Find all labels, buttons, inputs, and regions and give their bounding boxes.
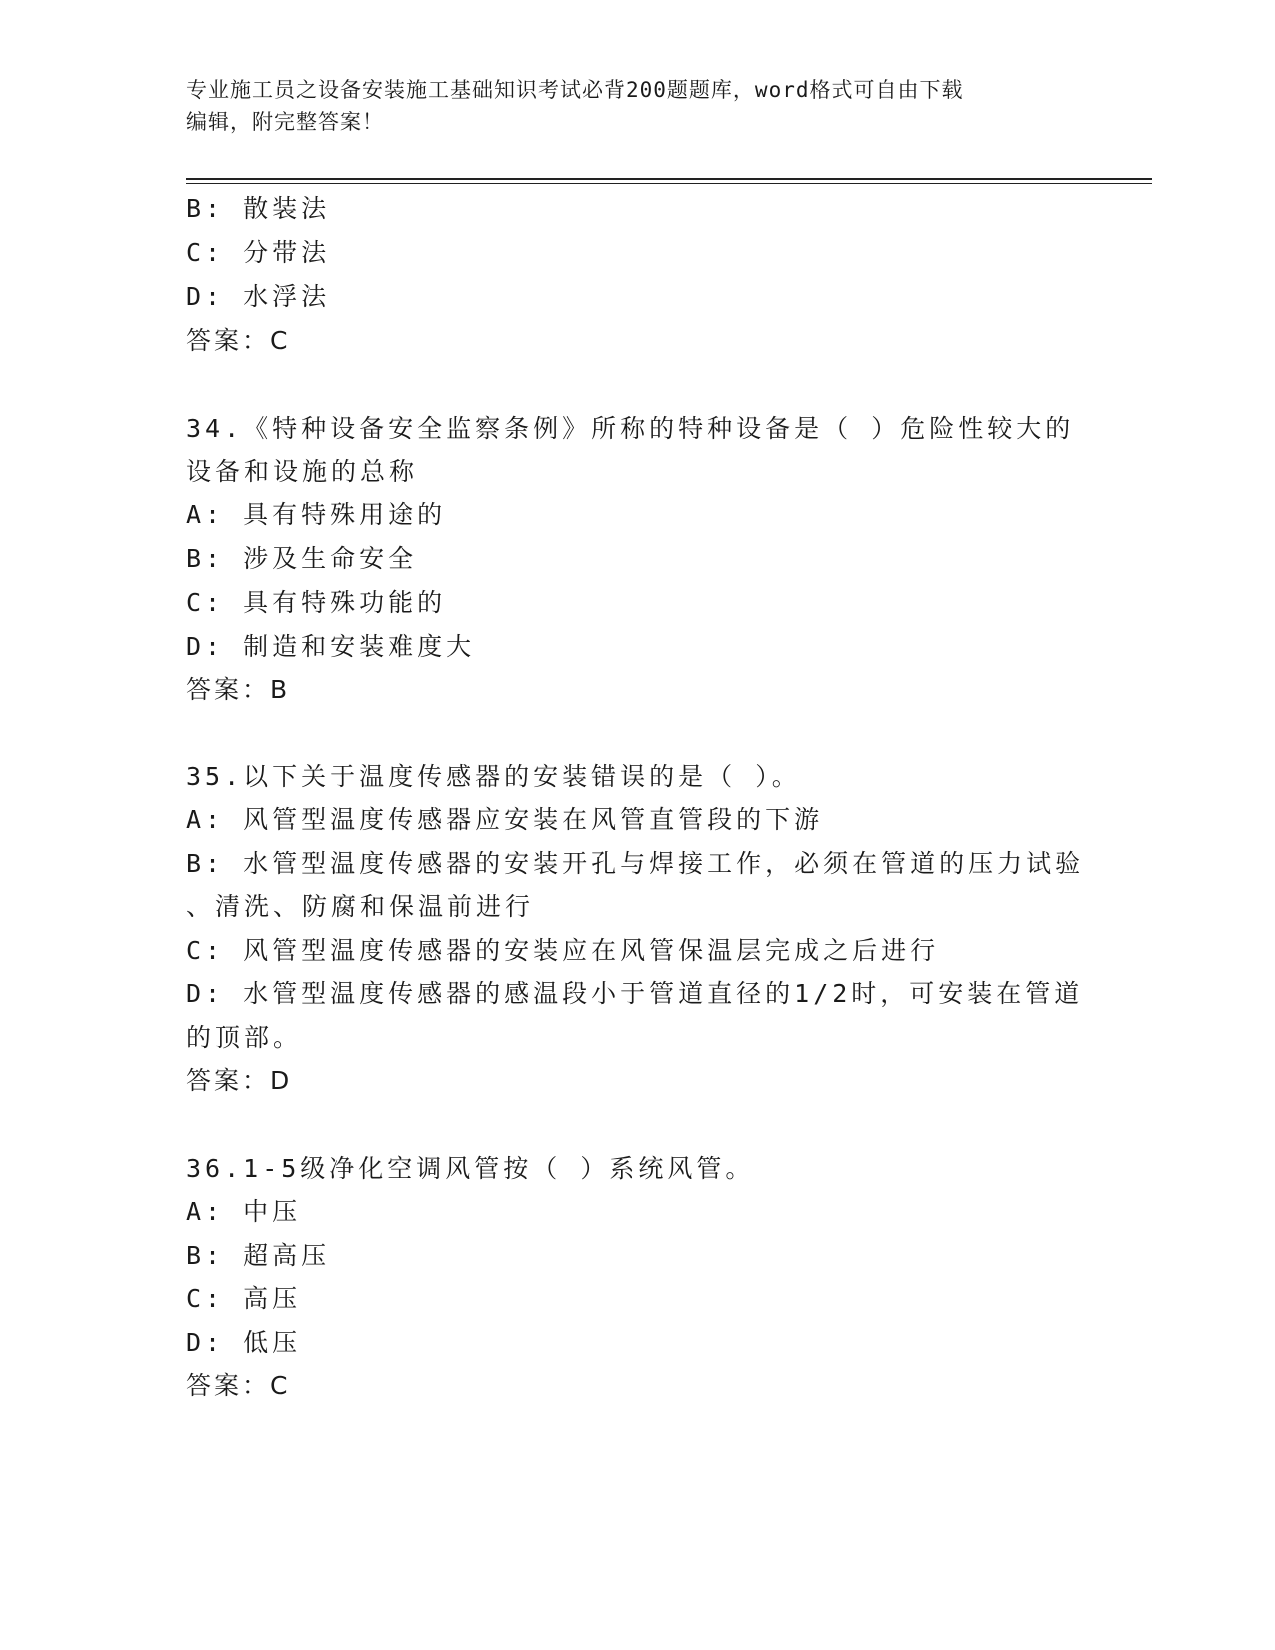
header-divider-thin bbox=[186, 183, 1152, 184]
q34-stem-line-1: 34.《特种设备安全监察条例》所称的特种设备是（ ）危险性较大的 bbox=[186, 414, 1075, 443]
q34-option-a: A: 具有特殊用途的 bbox=[186, 500, 447, 529]
header-divider-thick bbox=[186, 178, 1152, 180]
header-title-line-2: 编辑，附完整答案！ bbox=[186, 110, 384, 134]
answer-label: 答案： bbox=[186, 326, 271, 355]
answer-value: C bbox=[270, 326, 291, 355]
prev-option-c: C: 分带法 bbox=[186, 238, 331, 267]
answer-value: D bbox=[270, 1066, 293, 1095]
q35-option-b-line-2: 、清洗、防腐和保温前进行 bbox=[186, 892, 535, 921]
q35-option-d-line-1: D: 水管型温度传感器的感温段小于管道直径的1/2时，可安装在管道 bbox=[186, 979, 1084, 1008]
q35-option-a: A: 风管型温度传感器应安装在风管直管段的下游 bbox=[186, 805, 824, 834]
prev-option-d: D: 水浮法 bbox=[186, 282, 331, 311]
q36-stem-line-1: 36.1-5级净化空调风管按（ ）系统风管。 bbox=[186, 1154, 755, 1183]
answer-label: 答案： bbox=[186, 675, 271, 704]
q36-option-a: A: 中压 bbox=[186, 1197, 302, 1226]
answer-label: 答案： bbox=[186, 1066, 271, 1095]
answer-label: 答案： bbox=[186, 1371, 271, 1400]
q35-option-c: C: 风管型温度传感器的安装应在风管保温层完成之后进行 bbox=[186, 936, 940, 965]
document-header bbox=[186, 74, 1086, 138]
q35-answer bbox=[186, 1064, 292, 1098]
q34-stem-line-2: 设备和设施的总称 bbox=[186, 457, 419, 486]
q36-option-b: B: 超高压 bbox=[186, 1241, 331, 1270]
q34-answer bbox=[186, 673, 290, 707]
answer-value: B bbox=[270, 675, 291, 704]
prev-answer bbox=[186, 324, 290, 358]
q36-option-c: C: 高压 bbox=[186, 1284, 302, 1313]
q34-option-c: C: 具有特殊功能的 bbox=[186, 588, 447, 617]
prev-option-b: B: 散装法 bbox=[186, 194, 331, 223]
header-title-line-1: 专业施工员之设备安装施工基础知识考试必背200题题库，word格式可自由下载 bbox=[186, 78, 964, 102]
q35-option-b-line-1: B: 水管型温度传感器的安装开孔与焊接工作，必须在管道的压力试验 bbox=[186, 849, 1085, 878]
q36-option-d: D: 低压 bbox=[186, 1328, 302, 1357]
answer-value: C bbox=[270, 1371, 291, 1400]
q34-option-b: B: 涉及生命安全 bbox=[186, 544, 418, 573]
q35-option-d-line-2: 的顶部。 bbox=[186, 1023, 303, 1052]
q36-answer bbox=[186, 1369, 290, 1403]
q34-option-d: D: 制造和安装难度大 bbox=[186, 632, 476, 661]
q35-stem-line-1: 35.以下关于温度传感器的安装错误的是（ ）。 bbox=[186, 762, 801, 791]
